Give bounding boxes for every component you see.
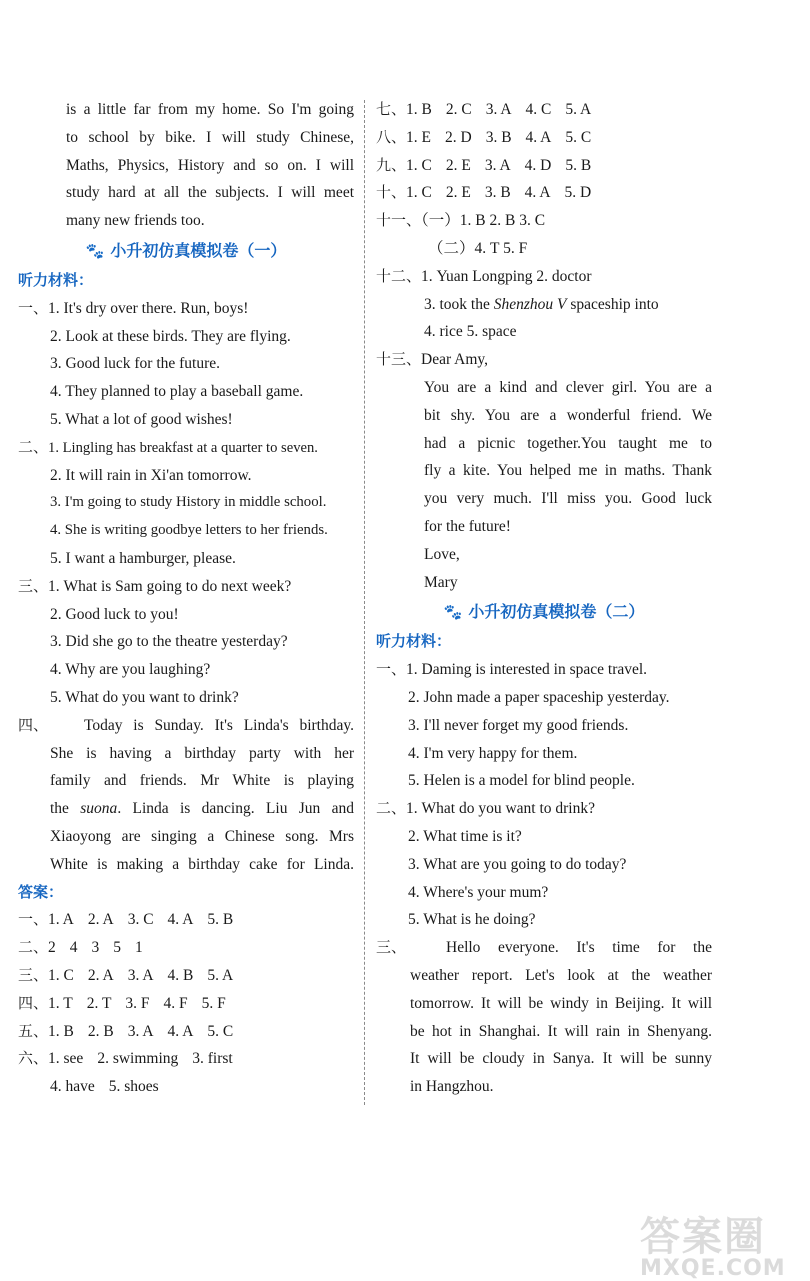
text-line: bit shy. You are a wonderful friend. We bbox=[424, 406, 712, 424]
answer-row: 十、1. C 2. E 3. B 4. A 5. D bbox=[376, 183, 592, 202]
answer-row: 4. have 5. shoes bbox=[50, 1078, 159, 1096]
answer-row: 二、2 4 3 5 1 bbox=[18, 938, 143, 957]
text-line: fly a kite. You helped me in maths. Thank bbox=[424, 462, 712, 480]
answer-row: 五、1. B 2. B 3. A 4. A 5. C bbox=[18, 1021, 234, 1040]
answer-row: 十三、Dear Amy, bbox=[376, 350, 489, 369]
text-line: is a little far from my home. So I'm going bbox=[66, 101, 354, 118]
passage-block: 三、 Hello everyone. It's time for the weather report. Let's look at the weather tomorrow. It will be windy in Beijing. It will be hot in Shanghai. It will rain in Shenyang. It will be cloudy in Sanya. It will be sunny in Hangzhou. bbox=[376, 934, 712, 1101]
text-line: She is having a birthday party with her bbox=[50, 744, 354, 762]
answer-row: 四、1. T 2. T 3. F 4. F 5. F bbox=[18, 993, 226, 1012]
text-line: Xiaoyong are singing a Chinese song. Mrs bbox=[50, 827, 354, 845]
list-item: 二、1. Lingling has breakfast at a quarter to seven. bbox=[18, 437, 318, 456]
text-line: many new friends too. bbox=[66, 212, 205, 230]
answer-row: 4. rice 5. space bbox=[424, 323, 517, 341]
text-line: weather report. Let's look at the weather bbox=[410, 966, 712, 984]
paw-icon: 🐾 bbox=[85, 241, 105, 260]
answer-row: 九、1. C 2. E 3. A 4. D 5. B bbox=[376, 155, 592, 174]
list-item: 3. What are you going to do today? bbox=[408, 855, 627, 873]
section-title: 🐾 小升初仿真模拟卷（一） bbox=[85, 240, 287, 260]
answer-row: 3. took the Shenzhou V spaceship into bbox=[424, 295, 659, 313]
text-line: tomorrow. It will be windy in Beijing. It will bbox=[410, 994, 712, 1012]
list-item: 5. Helen is a model for blind people. bbox=[408, 772, 635, 790]
listening-label: 听力材料： bbox=[376, 632, 452, 651]
text-line: study hard at all the subjects. I will meet bbox=[66, 184, 354, 202]
list-item: 4. Why are you laughing? bbox=[50, 661, 211, 679]
text-line: Hello everyone. It's time for the bbox=[446, 939, 712, 957]
letter-body bbox=[376, 374, 712, 541]
list-item: 5. What is he doing? bbox=[408, 911, 536, 929]
letter-signature: Mary bbox=[424, 573, 458, 591]
list-item: 一、1. Daming is interested in space travel. bbox=[376, 660, 648, 679]
list-item: 4. She is writing goodbye letters to her friends. bbox=[50, 522, 328, 539]
text-line: the suona. Linda is dancing. Liu Jun and bbox=[50, 800, 354, 818]
text-line: Today is Sunday. It's Linda's birthday. bbox=[84, 716, 354, 734]
list-item: 3. I'll never forget my good friends. bbox=[408, 716, 629, 734]
letter-closing: Love, bbox=[424, 545, 460, 563]
list-item: 4. I'm very happy for them. bbox=[408, 744, 578, 762]
text-line: you very much. I'll miss you. Good luck bbox=[424, 490, 712, 508]
text-line: had a picnic together.You taught me to bbox=[424, 434, 712, 452]
list-item: 三、1. What is Sam going to do next week? bbox=[18, 576, 292, 595]
list-item: 3. I'm going to study History in middle school. bbox=[50, 494, 327, 511]
text-line: Maths, Physics, History and so on. I will bbox=[66, 156, 354, 174]
list-item: 2. What time is it? bbox=[408, 827, 522, 845]
list-item: 2. Look at these birds. They are flying. bbox=[50, 327, 291, 345]
answer-row: 七、1. B 2. C 3. A 4. C 5. A bbox=[376, 100, 592, 118]
list-item: 2. It will rain in Xi'an tomorrow. bbox=[50, 466, 252, 484]
column-divider bbox=[364, 100, 365, 1105]
text-line: for the future! bbox=[424, 517, 511, 535]
right-column bbox=[376, 96, 712, 1101]
answer-row: （二）4. T 5. F bbox=[428, 239, 528, 257]
list-item: 一、1. It's dry over there. Run, boys! bbox=[18, 298, 249, 317]
answer-row: 六、1. see 2. swimming 3. first bbox=[18, 1049, 233, 1068]
list-item: 2. Good luck to you! bbox=[50, 605, 179, 623]
text-line: White is making a birthday cake for Linda. bbox=[50, 855, 354, 873]
text-line: to school by bike. I will study Chinese, bbox=[66, 128, 354, 146]
watermark-logo: 答案圈 MXQE.COM bbox=[640, 1214, 786, 1281]
paw-icon: 🐾 bbox=[443, 603, 463, 622]
left-column bbox=[18, 96, 354, 1101]
text-line: It will be cloudy in Sanya. It will be sunny bbox=[410, 1050, 712, 1068]
answer-row: 三、1. C 2. A 3. A 4. B 5. A bbox=[18, 965, 234, 984]
text-line: You are a kind and clever girl. You are a bbox=[424, 378, 712, 396]
list-item: 4. Where's your mum? bbox=[408, 883, 549, 901]
list-item: 4. They planned to play a baseball game. bbox=[50, 383, 304, 401]
answer-row: 十一、（一）1. B 2. B 3. C bbox=[376, 211, 546, 230]
list-item: 3. Good luck for the future. bbox=[50, 355, 221, 373]
list-item: 5. What a lot of good wishes! bbox=[50, 410, 233, 428]
answers-label: 答案： bbox=[18, 882, 64, 901]
list-item: 3. Did she go to the theatre yesterday? bbox=[50, 633, 288, 651]
list-item: 5. What do you want to drink? bbox=[50, 688, 239, 706]
list-item: 二、1. What do you want to drink? bbox=[376, 799, 595, 818]
intro-paragraph bbox=[18, 96, 354, 235]
section-title: 🐾 小升初仿真模拟卷（二） bbox=[443, 602, 645, 622]
text-line: be hot in Shanghai. It will rain in Shenyang. bbox=[410, 1022, 712, 1040]
answer-row: 十二、1. Yuan Longping 2. doctor bbox=[376, 266, 592, 285]
list-item: 2. John made a paper spaceship yesterday. bbox=[408, 688, 670, 706]
text-line: in Hangzhou. bbox=[410, 1078, 494, 1096]
answer-row: 一、1. A 2. A 3. C 4. A 5. B bbox=[18, 910, 234, 929]
listening-label: 听力材料： bbox=[18, 270, 94, 289]
list-item: 5. I want a hamburger, please. bbox=[50, 549, 236, 567]
answer-row: 八、1. E 2. D 3. B 4. A 5. C bbox=[376, 127, 592, 146]
text-line: family and friends. Mr White is playing bbox=[50, 772, 354, 790]
passage-block: 四、 Today is Sunday. It's Linda's birthday. She is having a birthday party with her family and friends. Mr White is playing the suona. Linda is dancing. Liu Jun and Xiaoyong are singing a Chinese song. Mrs White is making a birthday cake for Linda. bbox=[18, 712, 354, 879]
